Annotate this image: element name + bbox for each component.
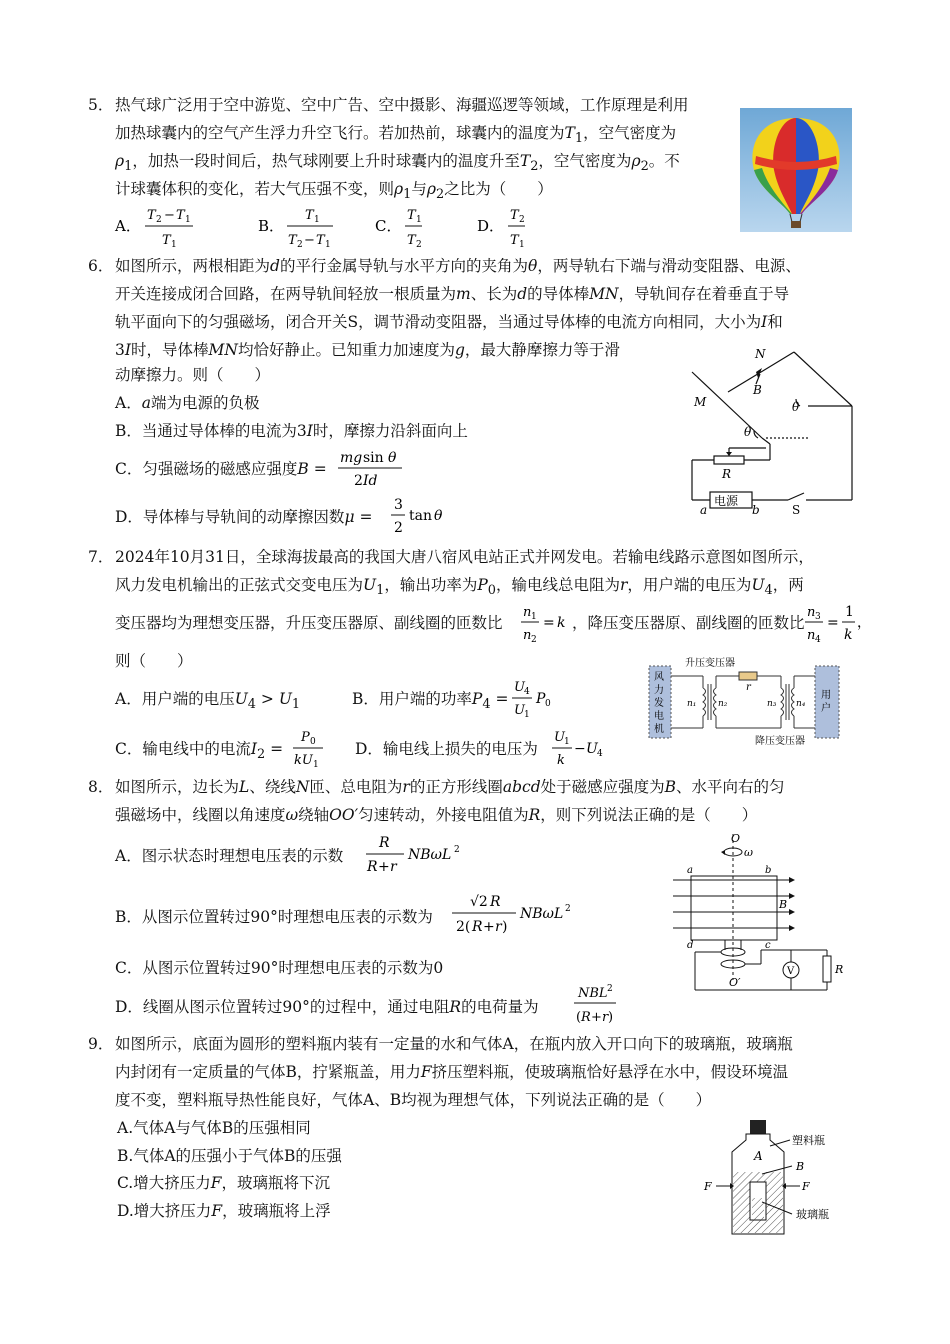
svg-text:2: 2 <box>454 845 460 855</box>
svg-text:2(: 2( <box>456 919 471 935</box>
label-theta-2: θ <box>744 425 752 439</box>
svg-text:): ) <box>608 1010 614 1025</box>
svg-text:Id: Id <box>363 473 378 489</box>
svg-text:θ: θ <box>434 508 443 524</box>
question-text-line: 变压器均为理想变压器，升压变压器原、副线圈的匝数比 <box>115 614 503 632</box>
option-d-fraction <box>390 492 450 538</box>
question-number: 7． <box>88 548 114 566</box>
svg-text:T: T <box>316 233 325 248</box>
svg-text:+: + <box>483 919 495 935</box>
svg-text:k: k <box>844 627 853 643</box>
svg-text:1: 1 <box>519 240 525 250</box>
svg-text:k: k <box>557 615 566 631</box>
svg-text:1: 1 <box>325 240 331 250</box>
svg-text:发: 发 <box>654 698 664 709</box>
svg-text:1: 1 <box>564 737 570 747</box>
label-theta-1: θ <box>792 400 800 414</box>
label-generator-1: 风 <box>654 672 664 683</box>
option-c: C．匀强磁场的磁感应强度B = <box>115 460 327 478</box>
svg-text:=: = <box>827 615 839 631</box>
option-d: D．导体棒与导轨间的动摩擦因数μ = <box>115 508 373 526</box>
svg-text:n: n <box>523 628 532 643</box>
svg-text:R: R <box>472 919 483 935</box>
svg-text:1: 1 <box>185 215 191 225</box>
label-step-down: 降压变压器 <box>755 736 805 747</box>
question-text-line: 加热球囊内的空气产生浮力升空飞行。若加热前，球囊内的温度为$T_1$，空气密度为 <box>115 124 677 147</box>
question-text-line: 如图所示，底面为圆形的塑料瓶内装有一定量的水和气体A，在瓶内放入开口向下的玻璃瓶，玻璃瓶 <box>115 1035 793 1053</box>
svg-text:1: 1 <box>313 760 319 770</box>
option-a: A.气体A与气体B的压强相同 <box>117 1119 311 1137</box>
svg-text:U: U <box>514 703 525 718</box>
label-b-terminal: b <box>752 503 760 517</box>
label-n3: n₃ <box>767 699 777 709</box>
svg-text:R: R <box>490 894 501 910</box>
question-text-line: 强磁场中，线圈以角速度ω绕轴OO′匀速转动，外接电阻值为R，则下列说法正确的是（ ） <box>115 806 758 824</box>
svg-text:kU: kU <box>294 753 313 768</box>
svg-text:R: R <box>379 835 390 851</box>
svg-text:+: + <box>591 1010 602 1025</box>
svg-text:T: T <box>176 208 185 223</box>
svg-text:(: ( <box>576 1010 582 1025</box>
svg-text:力: 力 <box>654 685 664 696</box>
incline-rail-circuit-diagram <box>680 344 860 520</box>
label-m: M <box>694 395 707 409</box>
svg-text:1: 1 <box>531 612 537 622</box>
svg-text:T: T <box>147 208 156 223</box>
svg-text:−: − <box>304 233 315 248</box>
svg-text:U: U <box>554 730 565 745</box>
svg-text:C．: C． <box>375 217 402 235</box>
svg-text:T: T <box>305 208 314 223</box>
question-number: 6． <box>88 257 114 275</box>
svg-text:3: 3 <box>815 612 821 622</box>
question-text-line: ，降压变压器原、副线圈的匝数比 <box>572 614 805 632</box>
svg-text:T: T <box>510 208 519 223</box>
svg-text:0: 0 <box>310 737 316 747</box>
question-text-line: 度不变，塑料瓶导热性能良好，气体A、B均视为理想气体，下列说法正确的是（ ） <box>115 1091 712 1109</box>
option-c: C.增大挤压力F，玻璃瓶将下沉 <box>117 1174 331 1192</box>
question-text-line: 风力发电机输出的正弦式交变电压为$U_1$，输出功率为$P_0$，输电线总电阻为r，用户端的电压为$U_4$，两 <box>115 576 804 599</box>
option-b: B．用户端的功率$P_4$ = <box>352 690 509 713</box>
question-number: 5． <box>88 96 114 114</box>
svg-text:2: 2 <box>565 904 571 914</box>
label-b-corner: b <box>765 865 772 876</box>
svg-text:√2: √2 <box>470 894 488 910</box>
option-a: A．图示状态时理想电压表的示数 <box>115 847 344 865</box>
svg-text:n: n <box>523 605 532 620</box>
svg-text:0: 0 <box>545 699 551 709</box>
option-c-fraction <box>293 724 327 770</box>
svg-text:r: r <box>495 919 502 935</box>
svg-text:T: T <box>407 233 416 248</box>
ratio-n1-n2 <box>521 598 569 644</box>
label-o: O <box>731 832 741 845</box>
option-b: B．当通过导体棒的电流为3I时，摩擦力沿斜面向上 <box>115 422 468 440</box>
question-text-line: 计球囊体积的变化，若大气压强不变，则$\rho_1$与$\rho_2$之比为（ ） <box>115 180 553 203</box>
svg-text:P: P <box>536 691 546 707</box>
option-a-fraction <box>366 830 466 876</box>
svg-text:θ: θ <box>388 450 397 466</box>
question-text-line: 热气球广泛用于空中游览、空中广告、空中摄影、海疆巡逻等领域，工作原理是利用 <box>115 96 689 114</box>
option-d: D.增大挤压力F，玻璃瓶将上浮 <box>117 1202 331 1220</box>
svg-text:−: − <box>164 208 175 223</box>
label-b: B <box>753 383 762 397</box>
option-c-fraction <box>338 444 408 490</box>
svg-text:4: 4 <box>597 749 603 759</box>
option-b-fraction <box>452 886 572 938</box>
svg-text:r: r <box>602 1010 609 1025</box>
svg-text:r: r <box>390 859 397 875</box>
svg-text:1: 1 <box>416 215 422 225</box>
label-f-right: F <box>802 1180 810 1193</box>
svg-text:R: R <box>367 859 378 875</box>
option-d: D．线圈从图示位置转过90°的过程中，通过电阻R的电荷量为 <box>115 998 539 1016</box>
svg-text:1: 1 <box>524 710 530 720</box>
option-d-fraction <box>574 980 624 1028</box>
svg-text:−: − <box>574 741 586 757</box>
svg-text:1: 1 <box>845 604 854 620</box>
svg-text:=: = <box>543 615 555 631</box>
option-a: A．用户端的电压$U_4 > U_1$ <box>115 690 301 713</box>
question-text-line: 开关连接成闭合回路，在两导轨间轻放一根质量为m、长为d的导体棒MN，导轨间存在着垂直于导 <box>115 285 790 303</box>
svg-text:n: n <box>807 628 816 643</box>
question-text-line: $\rho_1$，加热一段时间后，热气球刚要上升时球囊内的温度升至$T_2$，空气密度为$\rho_2$。不 <box>115 152 680 175</box>
label-s: S <box>792 503 801 517</box>
svg-text:B．: B． <box>258 217 285 235</box>
label-o-prime: O′ <box>729 976 741 989</box>
svg-text:2: 2 <box>607 984 613 994</box>
bottle-diagram <box>700 1118 860 1242</box>
svg-text:NBωL: NBωL <box>520 906 564 922</box>
svg-text:D．: D． <box>477 217 505 235</box>
svg-text:2: 2 <box>354 473 363 489</box>
option-b: B．从图示位置转过90°时理想电压表的示数为 <box>115 908 433 926</box>
svg-text:机: 机 <box>654 724 664 735</box>
svg-text:NBL: NBL <box>578 986 608 1001</box>
option-a: A．a端为电源的负极 <box>115 394 260 412</box>
svg-text:sin: sin <box>363 450 384 466</box>
label-b: B <box>796 1160 805 1173</box>
svg-text:1: 1 <box>314 215 320 225</box>
svg-text:，: ， <box>857 615 871 631</box>
svg-text:2: 2 <box>156 215 162 225</box>
label-d: d <box>687 940 694 951</box>
hot-air-balloon-image <box>740 108 852 232</box>
label-f-left: F <box>704 1180 712 1193</box>
question-text-line: 轨平面向下的匀强磁场，闭合开关S，调节滑动变阻器，当通过导体棒的电流方向相同，大小为I和 <box>115 313 783 331</box>
label-n4: n₄ <box>796 699 806 709</box>
svg-text:T: T <box>407 208 416 223</box>
label-omega: ω <box>744 846 753 859</box>
svg-text:4: 4 <box>815 635 821 645</box>
label-a: a <box>700 503 708 517</box>
svg-text:): ) <box>502 919 508 935</box>
question-text-line: 如图所示，边长为L、绕线N匝、总电阻为r的正方形线圈abcd处于磁感应强度为B、水平向右的匀 <box>115 778 785 796</box>
svg-text:2: 2 <box>531 635 537 645</box>
svg-text:2: 2 <box>297 240 303 250</box>
label-step-up: 升压变压器 <box>685 658 735 669</box>
svg-text:tan: tan <box>409 508 432 524</box>
svg-text:T: T <box>162 233 171 248</box>
ratio-n3-n4 <box>805 598 871 645</box>
svg-text:P: P <box>301 730 310 745</box>
option-b-fraction <box>512 674 562 720</box>
svg-text:n: n <box>807 605 816 620</box>
label-n1: n₁ <box>687 699 697 709</box>
question-text-line: 3I时，导体棒MN均恰好静止。已知重力加速度为g，最大静摩擦力等于滑 <box>115 341 620 359</box>
svg-text:电: 电 <box>654 711 664 722</box>
svg-text:3: 3 <box>394 497 403 513</box>
label-a: a <box>687 865 693 876</box>
svg-text:4: 4 <box>524 687 530 697</box>
option-c: C．输电线中的电流$I_2$ = <box>115 740 284 763</box>
svg-text:U: U <box>514 680 525 695</box>
svg-text:R: R <box>581 1010 591 1025</box>
label-n2: n₂ <box>718 699 728 709</box>
svg-text:T: T <box>288 233 297 248</box>
svg-text:k: k <box>557 753 565 768</box>
question-number: 8． <box>88 778 114 796</box>
label-b-field: B <box>779 898 788 911</box>
label-r: r <box>746 682 751 693</box>
question-text-line: 动摩擦力。则（ ） <box>115 366 271 384</box>
question-text-line: 2024年10月31日，全球海拔最高的我国大唐八宿风电站正式并网发电。若输电线路示意图如图所示， <box>115 548 814 566</box>
label-v: V <box>787 966 795 977</box>
label-user-1: 用 <box>821 690 831 701</box>
label-c: c <box>765 940 771 951</box>
label-glass-bottle: 玻璃瓶 <box>796 1208 829 1221</box>
svg-text:1: 1 <box>171 240 177 250</box>
svg-text:A．: A． <box>115 217 141 235</box>
svg-text:U: U <box>586 741 598 757</box>
svg-text:+: + <box>378 859 390 875</box>
label-r: R <box>835 963 844 976</box>
svg-text:2: 2 <box>416 240 422 250</box>
svg-text:T: T <box>510 233 519 248</box>
question-number: 9． <box>88 1035 114 1053</box>
question-text-line: 如图所示，两根相距为d的平行金属导轨与水平方向的夹角为θ，两导轨右下端与滑动变阻器、电源、 <box>115 257 801 275</box>
label-a: A <box>754 1149 763 1163</box>
svg-text:户: 户 <box>821 703 831 714</box>
option-b: B.气体A的压强小于气体B的压强 <box>117 1147 342 1165</box>
label-r: R <box>722 467 732 481</box>
question-text-line: 内封闭有一定质量的气体B，拧紧瓶盖，用力F挤压塑料瓶，使玻璃瓶恰好悬浮在水中，假设环境温 <box>115 1063 789 1081</box>
option-c: C．从图示位置转过90°时理想电压表的示数为0 <box>115 959 444 977</box>
svg-text:2: 2 <box>394 520 403 536</box>
svg-text:NBωL: NBωL <box>408 847 452 863</box>
power-transmission-diagram <box>645 654 843 746</box>
option-d-fraction <box>552 724 612 770</box>
svg-text:mg: mg <box>340 450 363 466</box>
rotating-coil-diagram <box>665 830 855 998</box>
label-n: N <box>755 347 766 361</box>
label-source: 电源 <box>714 494 739 508</box>
question-text-line: 则（ ） <box>115 652 193 670</box>
label-plastic-bottle: 塑料瓶 <box>792 1134 825 1147</box>
svg-text:2: 2 <box>519 215 525 225</box>
q5-options <box>115 200 535 250</box>
option-d: D．输电线上损失的电压为 <box>355 740 538 758</box>
